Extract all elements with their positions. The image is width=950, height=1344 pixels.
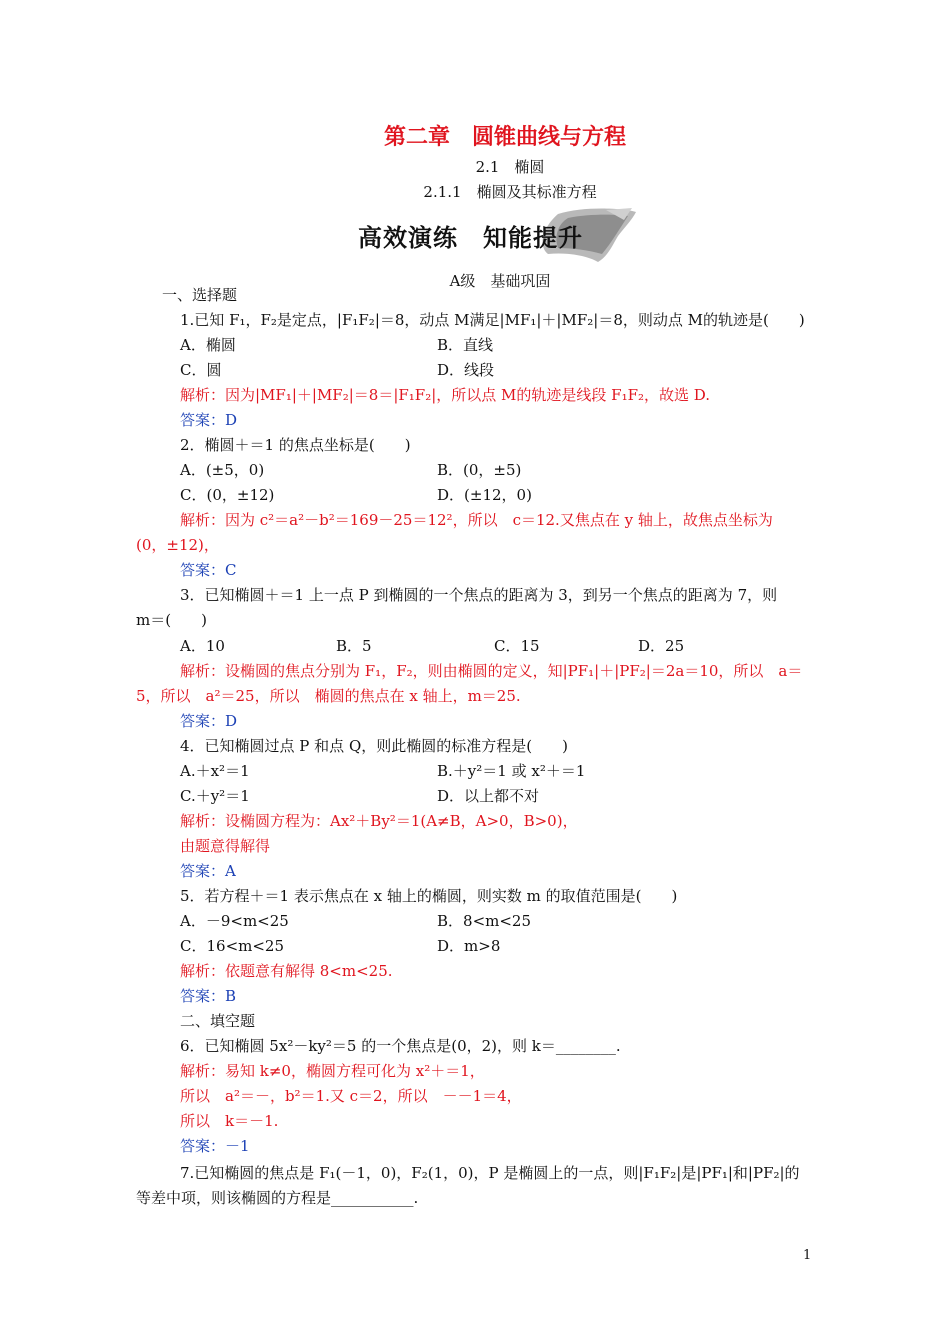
text-line: D．25 [638, 637, 685, 655]
solution-line: 解析：设椭圆方程为：Ax²＋By²＝1(A≠B，A>0，B>0)， [180, 812, 578, 830]
text-line: A.＋x²＝1 [180, 762, 250, 780]
text-line: A．(±5，0) [180, 461, 265, 479]
text-line: m＝( ) [136, 611, 207, 629]
solution-line: 解析：依题意有解得 8<m<25. [180, 962, 393, 980]
text-line: 二、填空题 [180, 1012, 256, 1030]
text-line: 4．已知椭圆过点 P 和点 Q，则此椭圆的标准方程是( ) [180, 737, 568, 755]
text-line: A．－9<m<25 [180, 912, 289, 930]
answer-line: 答案：A [180, 862, 236, 880]
answer-line: 答案：D [180, 712, 238, 730]
text-line: C．16<m<25 [180, 937, 285, 955]
text-line: D．以上都不对 [437, 787, 540, 805]
text-line: B．8<m<25 [437, 912, 532, 930]
text-line: B．5 [336, 637, 372, 655]
text-line: B.＋y²＝1 或 x²＋＝1 [437, 762, 586, 780]
text-line: C.＋y²＝1 [180, 787, 250, 805]
practice-banner [358, 206, 638, 264]
text-line: 7.已知椭圆的焦点是 F₁(－1，0)，F₂(1，0)，P 是椭圆上的一点，则|F₁F₂|是|PF₁|和|PF₂|的 [180, 1164, 800, 1182]
text-line: D．m>8 [437, 937, 501, 955]
text-line: D．线段 [437, 361, 495, 379]
text-line: 5．若方程＋＝1 表示焦点在 x 轴上的椭圆，则实数 m 的取值范围是( ) [180, 887, 678, 905]
text-line: 一、选择题 [162, 286, 238, 304]
text-line: B．直线 [437, 336, 494, 354]
text-line: 1.已知 F₁，F₂是定点，|F₁F₂|＝8，动点 M满足|MF₁|＋|MF₂|＝8，则动点 M的轨迹是( ) [180, 311, 805, 329]
text-line: C．15 [494, 637, 540, 655]
text-line: C．圆 [180, 361, 222, 379]
subsection-title: 2.1.1 椭圆及其标准方程 [423, 183, 597, 201]
solution-line: 解析：设椭圆的焦点分别为 F₁，F₂，则由椭圆的定义，知|PF₁|＋|PF₂|＝2a＝10，所以 a＝ [180, 662, 803, 680]
text-line: D．(±12，0) [437, 486, 532, 504]
solution-line: 所以 k＝－1. [180, 1112, 279, 1130]
answer-line: 答案：D [180, 411, 238, 429]
solution-line: 所以 a²＝－，b²＝1.又 c＝2，所以 －－1＝4， [180, 1087, 522, 1105]
level-heading: A级 基础巩固 [449, 272, 551, 290]
text-line: 6．已知椭圆 5x²－ky²＝5 的一个焦点是(0，2)，则 k＝________. [180, 1037, 621, 1055]
answer-line: 答案：B [180, 987, 237, 1005]
text-line: 2．椭圆＋＝1 的焦点坐标是( ) [180, 436, 411, 454]
text-line: C．(0，±12) [180, 486, 275, 504]
solution-line: 解析：因为 c²＝a²－b²＝169－25＝12²，所以 c＝12.又焦点在 y 轴上，故焦点坐标为 [180, 511, 773, 529]
text-line: A．10 [180, 637, 225, 655]
solution-line: (0，±12)， [136, 536, 219, 554]
answer-line: 答案：C [180, 561, 237, 579]
chapter-title: 第二章 圆锥曲线与方程 [383, 125, 626, 150]
section-title: 2.1 椭圆 [475, 158, 545, 176]
solution-line: 5，所以 a²＝25，所以 椭圆的焦点在 x 轴上，m＝25. [136, 687, 521, 705]
banner-text: 高效演练 知能提升 [358, 224, 583, 252]
text-line: 3．已知椭圆＋＝1 上一点 P 到椭圆的一个焦点的距离为 3，到另一个焦点的距离为 7，则 [180, 586, 778, 604]
solution-line: 由题意得解得 [180, 837, 271, 855]
text-line: B．(0，±5) [437, 461, 522, 479]
solution-line: 解析：易知 k≠0，椭圆方程可化为 x²＋＝1， [180, 1062, 485, 1080]
page-number: 1 [803, 1248, 812, 1263]
text-line: 等差中项，则该椭圆的方程是___________. [136, 1189, 419, 1207]
solution-line: 解析：因为|MF₁|＋|MF₂|＝8＝|F₁F₂|，所以点 M的轨迹是线段 F₁F₂，故选 D. [180, 386, 711, 404]
answer-line: 答案：－1 [180, 1137, 250, 1155]
text-line: A．椭圆 [180, 336, 236, 354]
